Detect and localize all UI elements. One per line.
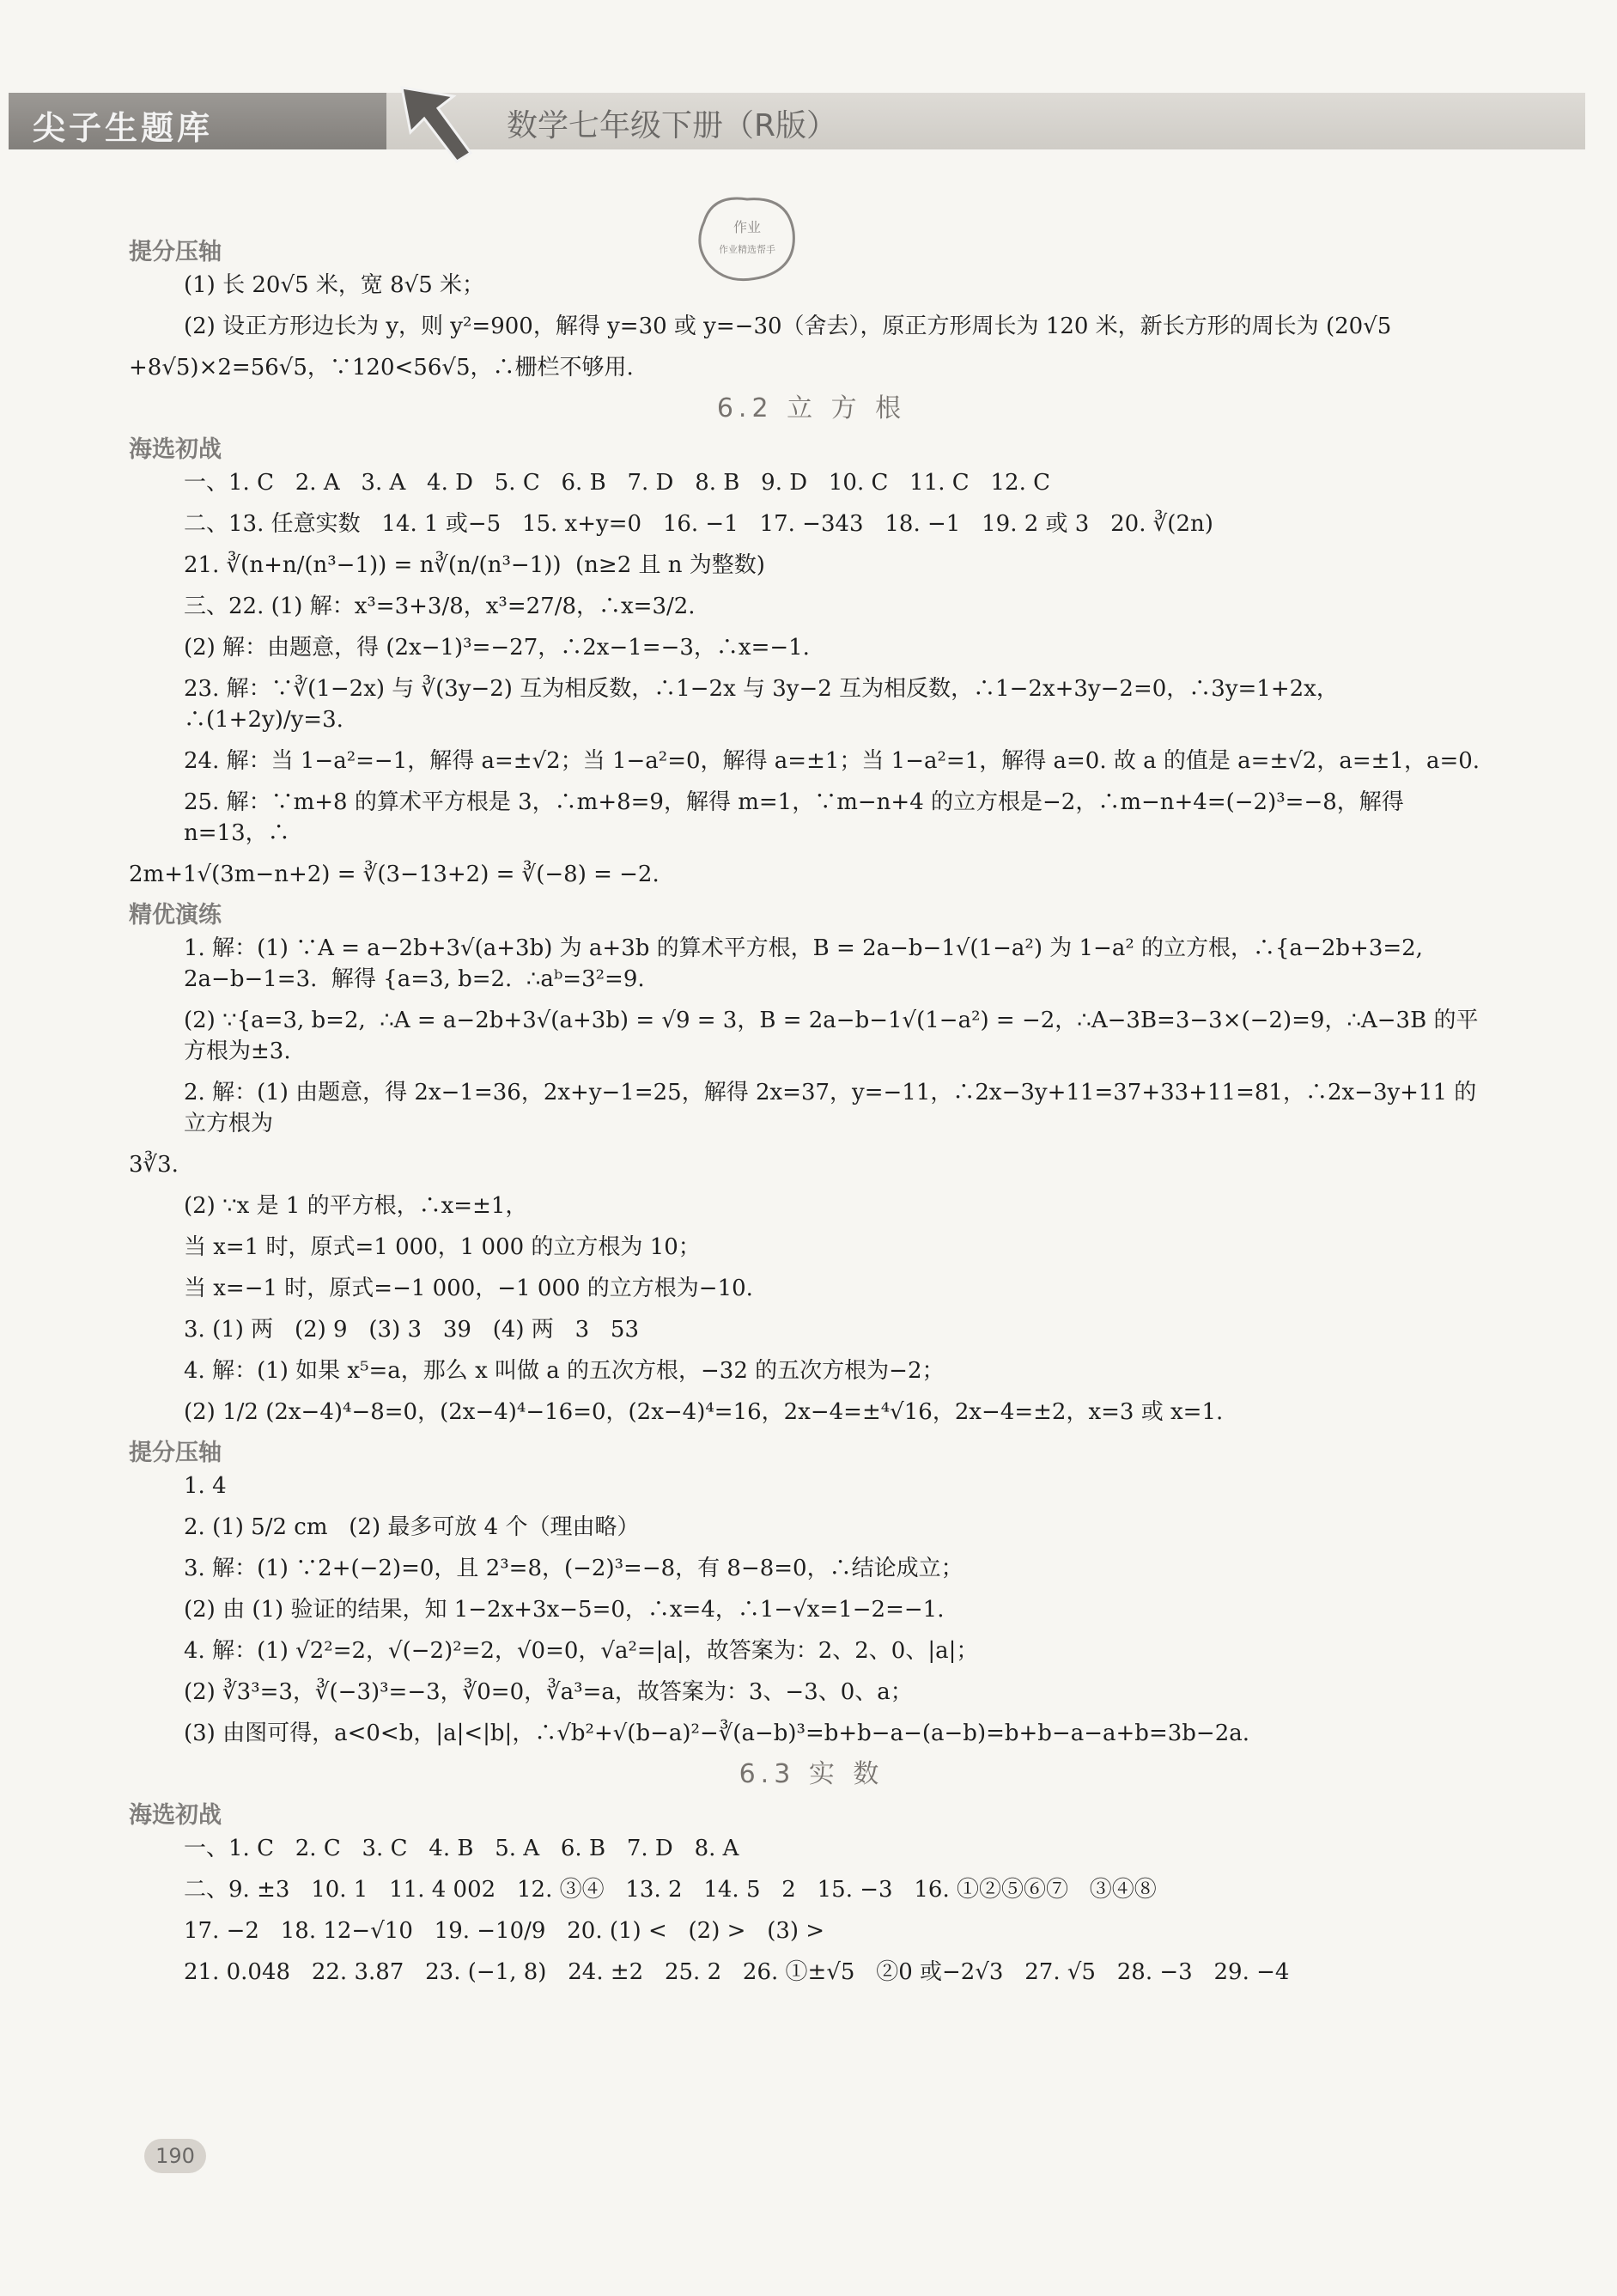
answer-line: 17. −2 18. 12−√10 19. −10/9 20. (1) < (2) > (3) > bbox=[184, 1918, 825, 1944]
svg-text:作业精选帮手: 作业精选帮手 bbox=[719, 244, 775, 255]
book-title: 数学七年级下册（R版） bbox=[507, 108, 838, 143]
answer-line: (3) 由图可得，a<0<b，|a|<|b|，∴√b²+√(b−a)²−∛(a−b)³=b+b−a−(a−b)=b+b−a−a+b=3b−2a. bbox=[184, 1720, 1250, 1746]
answer-line: 三、22. (1) 解：x³=3+3/8，x³=27/8，∴x=3/2. bbox=[184, 594, 696, 619]
section-label: 提分压轴 bbox=[129, 1440, 222, 1466]
series-title: 尖子生题库 bbox=[33, 109, 214, 147]
answer-line: 24. 解：当 1−a²=−1，解得 a=±√2；当 1−a²=0，解得 a=±1；当 1−a²=1，解得 a=0. 故 a 的值是 a=±√2，a=±1，a=0. bbox=[184, 748, 1480, 774]
chapter-title: 6.2 立 方 根 bbox=[716, 393, 907, 423]
chapter-title: 6.3 实 数 bbox=[739, 1759, 884, 1789]
section-label: 精优演练 bbox=[129, 902, 222, 929]
answer-line: (2) ∛3³=3，∛(−3)³=−3，∛0=0，∛a³=a，故答案为：3、−3、0、a； bbox=[184, 1679, 913, 1705]
answer-line: (2) ∵{a=3, b=2, ∴A = a−2b+3√(a+3b) = √9 = 3，B = 2a−b−1√(1−a²) = −2，∴A−3B=3−3×(−2)=9，∴A−3B 的平方根为±3. bbox=[184, 1008, 1479, 1064]
answer-line: 2. (1) 5/2 cm (2) 最多可放 4 个（理由略） bbox=[184, 1514, 640, 1540]
answer-line: (2) 解：由题意，得 (2x−1)³=−27，∴2x−1=−3，∴x=−1. bbox=[184, 635, 810, 661]
answer-line: 二、13. 任意实数 14. 1 或−5 15. x+y=0 16. −1 17. −343 18. −1 19. 2 或 3 20. ∛(2n) bbox=[184, 511, 1213, 537]
answer-line: 23. 解：∵∛(1−2x) 与 ∛(3y−2) 互为相反数，∴1−2x 与 3y−2 互为相反数，∴1−2x+3y−2=0，∴3y=1+2x，∴(1+2y)/y=3. bbox=[184, 676, 1339, 733]
section-label: 海选初战 bbox=[129, 436, 222, 463]
answer-line: 2. 解：(1) 由题意，得 2x−1=36，2x+y−1=25，解得 2x=37，y=−11，∴2x−3y+11=37+33+11=81，∴2x−3y+11 的立方根为 bbox=[184, 1080, 1477, 1136]
series-banner bbox=[9, 93, 386, 149]
answer-line: (2) ∵x 是 1 的平方根，∴x=±1， bbox=[184, 1193, 528, 1219]
answer-line: 3. (1) 两 (2) 9 (3) 3 39 (4) 两 3 53 bbox=[184, 1317, 640, 1343]
answer-line: (2) 1/2 (2x−4)⁴−8=0，(2x−4)⁴−16=0，(2x−4)⁴=16，2x−4=±⁴√16，2x−4=±2，x=3 或 x=1. bbox=[184, 1399, 1224, 1425]
answer-line: (2) 设正方形边长为 y，则 y²=900，解得 y=30 或 y=−30（舍去），原正方形周长为 120 米，新长方形的周长为 (20√5 bbox=[184, 314, 1392, 339]
answer-line: 3. 解：(1) ∵2+(−2)=0，且 2³=8，(−2)³=−8，有 8−8=0，∴结论成立； bbox=[184, 1556, 964, 1581]
answer-line: 21. 0.048 22. 3.87 23. (−1, 8) 24. ±2 25. 2 26. ①±√5 ②0 或−2√3 27. √5 28. −3 29. −4 bbox=[184, 1959, 1290, 1985]
answer-line: 当 x=1 时，原式=1 000，1 000 的立方根为 10； bbox=[184, 1234, 701, 1260]
answer-line: 一、1. C 2. C 3. C 4. B 5. A 6. B 7. D 8. A bbox=[184, 1836, 739, 1861]
answer-line: (1) 长 20√5 米，宽 8√5 米； bbox=[184, 272, 484, 298]
answer-line: 21. ∛(n+n/(n³−1)) = n∛(n/(n³−1)) (n≥2 且 n 为整数) bbox=[184, 552, 765, 578]
answer-line: 4. 解：(1) 如果 x⁵=a，那么 x 叫做 a 的五次方根，−32 的五次方根为−2； bbox=[184, 1358, 945, 1384]
answer-line: 25. 解：∵m+8 的算术平方根是 3，∴m+8=9，解得 m=1，∵m−n+4 的立方根是−2，∴m−n+4=(−2)³=−8，解得 n=13，∴ bbox=[184, 789, 1412, 846]
answer-line: 1. 解：(1) ∵A = a−2b+3√(a+3b) 为 a+3b 的算术平方根，B = 2a−b−1√(1−a²) 为 1−a² 的立方根，∴{a−2b+3=2, 2a−b−1=3. 解得 {a=3, b=2. ∴aᵇ=3²=9. bbox=[184, 935, 1431, 992]
answer-line: 4. 解：(1) √2²=2，√(−2)²=2，√0=0，√a²=|a|，故答案为：2、2、0、|a|； bbox=[184, 1638, 979, 1664]
answer-line: 2m+1√(3m−n+2) = ∛(3−13+2) = ∛(−8) = −2. bbox=[129, 862, 660, 887]
answer-line: (2) 由 (1) 验证的结果，知 1−2x+3x−5=0，∴x=4，∴1−√x=1−2=−1. bbox=[184, 1597, 945, 1623]
answer-line: 3∛3. bbox=[129, 1152, 179, 1178]
answer-content bbox=[129, 232, 1494, 1998]
answer-line: 当 x=−1 时，原式=−1 000，−1 000 的立方根为−10. bbox=[184, 1276, 753, 1301]
answer-line: 1. 4 bbox=[184, 1473, 227, 1499]
answer-line: 二、9. ±3 10. 1 11. 4 002 12. ③④ 13. 2 14. 5 2 15. −3 16. ①②⑤⑥⑦ ③④⑧ bbox=[184, 1877, 1157, 1903]
svg-text:作业: 作业 bbox=[733, 219, 762, 235]
arrow-icon bbox=[385, 70, 479, 165]
answer-line: +8√5)×2=56√5，∵120<56√5，∴栅栏不够用. bbox=[129, 355, 634, 381]
answer-line: 一、1. C 2. A 3. A 4. D 5. C 6. B 7. D 8. B 9. D 10. C 11. C 12. C bbox=[184, 470, 1050, 496]
page-number: 190 bbox=[144, 2139, 206, 2173]
section-label: 海选初战 bbox=[129, 1802, 222, 1829]
section-label: 提分压轴 bbox=[129, 239, 222, 265]
